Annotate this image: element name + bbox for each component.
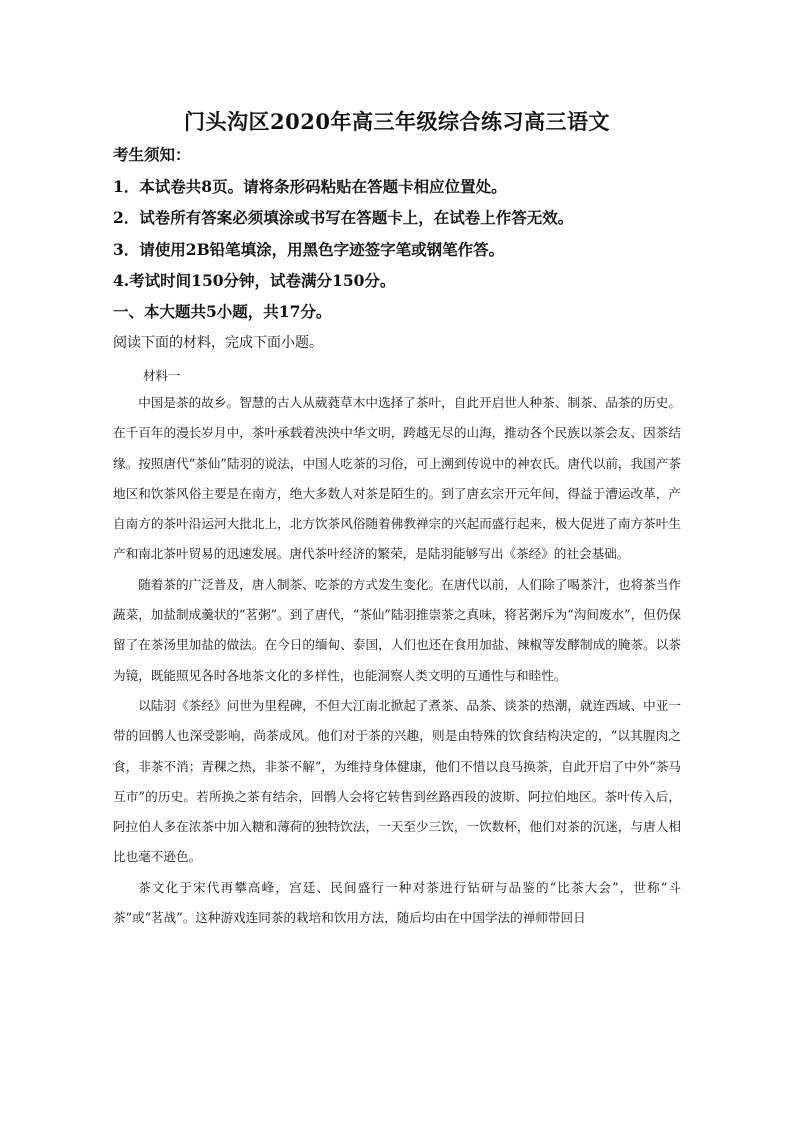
paragraph: 茶文化于宋代再攀高峰，宫廷、民间盛行一种对茶进行钻研与品鉴的“比茶大会”，世称“斗茶”或“茗战”。这种游戏连同茶的栽培和饮用方法，随后均由在中国学法的禅师带回日: [113, 879, 681, 926]
notice-item: 2．试卷所有答案必须填涂或书写在答题卡上，在试卷上作答无效。: [113, 208, 574, 227]
notice-item: 1．本试卷共8页。请将条形码粘贴在答题卡相应位置处。: [113, 177, 507, 196]
notice-heading: 考生须知：: [113, 145, 191, 164]
document-title: 门头沟区2020年高三年级综合练习高三语文: [184, 109, 610, 134]
section-heading: 一、本大题共5小题，共17分。: [113, 302, 332, 321]
notice-item: 3．请使用2B铅笔填涂，用黑色字迹签字笔或钢笔作答。: [113, 240, 505, 259]
material-body: [113, 388, 681, 933]
paragraph: 中国是茶的故乡。智慧的古人从葳蕤草木中选择了茶叶，自此开启世人种茶、制茶、品茶的历史。在千百年的漫长岁月中，茶叶承载着泱泱中华文明，跨越无尽的山海，推动各个民族以茶会友、因茶结缘。按照唐代“茶仙”陆羽的说法，中国人吃茶的习俗，可上溯到传说中的神农氏。唐代以前，我国产茶地区和饮茶风俗主要是在南方，绝大多数人对茶是陌生的。到了唐玄宗开元年间，得益于漕运改革，产自南方的茶叶沿运河大批北上，北方饮茶风俗随着佛教禅宗的兴起而盛行起来，极大促进了南方茶叶生产和南北茶叶贸易的迅速发展。唐代茶叶经济的繁荣，是陆羽能够写出《茶经》的社会基础。: [113, 395, 681, 562]
paragraph: 随着茶的广泛普及，唐人制茶、吃茶的方式发生变化。在唐代以前，人们除了喝茶汁，也将茶当作蔬菜，加盐制成羹状的“茗粥”。到了唐代，“茶仙”陆羽推崇茶之真味，将茗粥斥为“沟间废水”，但仍保留了在茶汤里加盐的做法。在今日的缅甸、泰国，人们也还在食用加盐、辣椒等发酵制成的腌茶。以茶为镜，既能照见各时各地茶文化的多样性，也能洞察人类文明的互通性与和睦性。: [113, 576, 681, 683]
material-label: 材料一: [143, 368, 181, 383]
notice-item: 4.考试时间150分钟，试卷满分150分。: [113, 271, 396, 290]
reading-instruction: 阅读下面的材料，完成下面小题。: [113, 335, 323, 351]
paragraph: 以陆羽《茶经》问世为里程碑，不但大江南北掀起了煮茶、品茶、谈茶的热潮，就连西域、中亚一带的回鹘人也深受影响，尚茶成风。他们对于茶的兴趣，则是由特殊的饮食结构决定的，“以其腥肉之食，非茶不消；青稞之热，非茶不解”，为维持身体健康，他们不惜以良马换茶，自此开启了中外“茶马互市”的历史。若所换之茶有结余，回鹘人会将它转售到丝路西段的波斯、阿拉伯地区。茶叶传入后，阿拉伯人多在浓茶中加入糖和薄荷的独特饮法，一天至少三饮，一饮数杯，他们对茶的沉迷，与唐人相比也毫不逊色。: [113, 697, 681, 865]
